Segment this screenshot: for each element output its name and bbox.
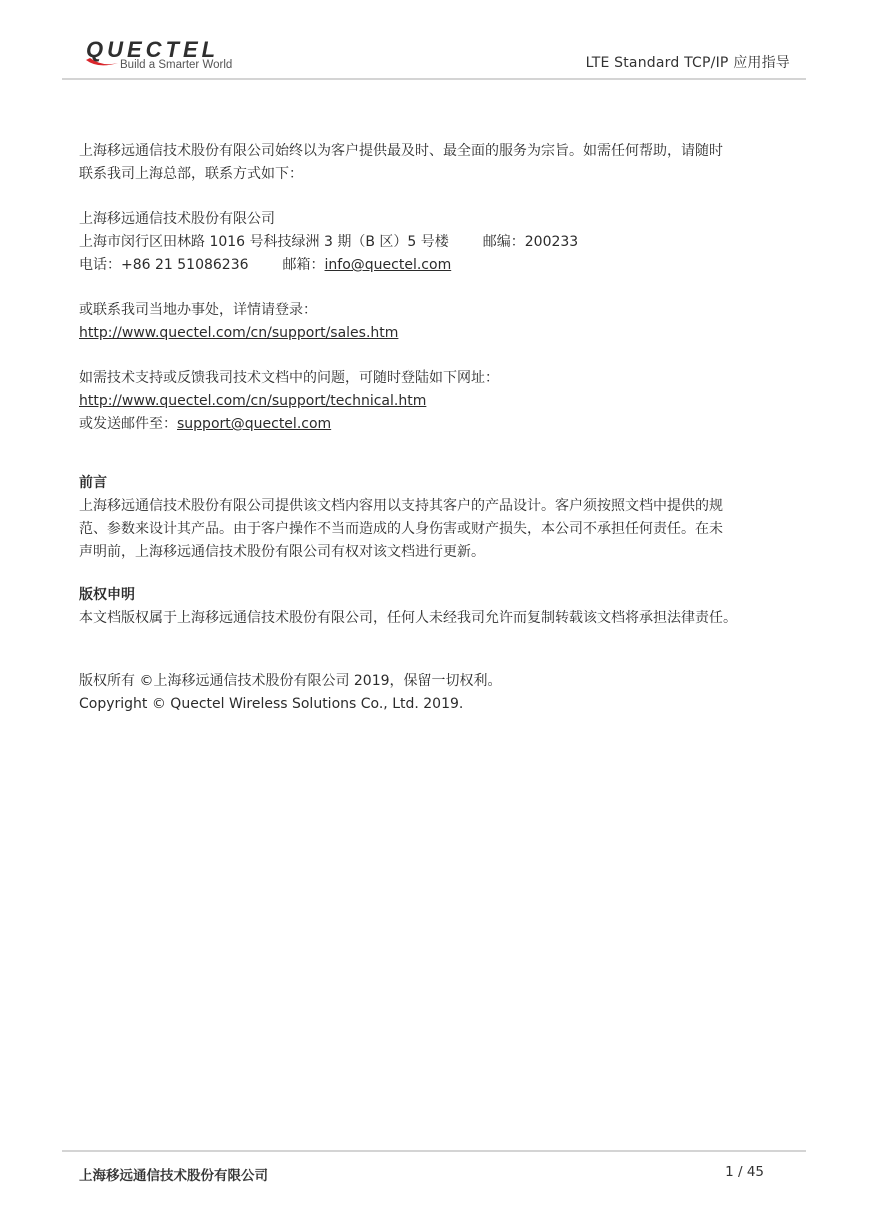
footer-divider [62,1150,806,1152]
copyright-notice-text: 本文档版权属于上海移远通信技术股份有限公司，任何人未经我司允许而复制转载该文档将承担法律责任。 [79,610,737,626]
copyright-notice-heading: 版权申明 [79,587,135,603]
page-number: 1 / 45 [725,1164,764,1180]
contact-phone: 电话：+86 21 51086236 [79,257,249,273]
preface-heading: 前言 [79,475,107,491]
contact-address: 上海市闵行区田林路 1016 号科技绿洲 3 期（B 区）5 号楼 [79,234,449,250]
footer-company: 上海移远通信技术股份有限公司 [79,1168,268,1184]
support-email-line [79,413,795,436]
preface-section [79,472,795,564]
quectel-logo [84,36,284,74]
contact-postcode: 邮编：200233 [482,234,579,250]
copyright-en: Copyright © Quectel Wireless Solutions Co., Ltd. 2019. [79,696,464,712]
intro-line: 上海移远通信技术股份有限公司始终以为客户提供最及时、最全面的服务为宗旨。如需任何帮助，请随时 [79,143,723,159]
logo-wordmark: QUECTEL [86,37,220,62]
contact-email-link[interactable]: info@quectel.com [324,257,452,273]
header-divider [62,78,806,80]
support-text: 如需技术支持或反馈我司技术文档中的问题，可随时登陆如下网址： [79,370,499,386]
offices-block [79,299,795,345]
intro-line: 联系我司上海总部，联系方式如下： [79,166,303,182]
preface-line: 声明前，上海移远通信技术股份有限公司有权对该文档进行更新。 [79,544,485,560]
technical-support-link[interactable]: http://www.quectel.com/cn/support/technical.htm [79,393,427,409]
page-content [79,140,795,716]
logo-tagline: Build a Smarter World [120,59,233,71]
document-title: LTE Standard TCP/IP 应用指导 [585,55,790,71]
support-email-link[interactable]: support@quectel.com [177,416,332,432]
preface-line: 范、参数来设计其产品。由于客户操作不当而造成的人身伤害或财产损失，本公司不承担任何责任。在未 [79,521,723,537]
page-header [62,36,806,80]
support-email-label: 或发送邮件至： [79,416,177,432]
contact-email-label: 邮箱： [282,257,325,273]
offices-text: 或联系我司当地办事处，详情请登录： [79,302,317,318]
contact-company: 上海移远通信技术股份有限公司 [79,211,275,227]
copyright-notice-section [79,584,795,630]
contact-address-line [79,231,795,254]
sales-link[interactable]: http://www.quectel.com/cn/support/sales.htm [79,325,399,341]
support-block [79,367,795,436]
contact-block [79,208,795,277]
copyright-section [79,670,795,716]
contact-phone-line [79,254,795,277]
intro-paragraph [79,140,795,186]
copyright-cn: 版权所有 ©上海移远通信技术股份有限公司 2019，保留一切权利。 [79,673,502,689]
page-footer [62,1150,806,1190]
preface-line: 上海移远通信技术股份有限公司提供该文档内容用以支持其客户的产品设计。客户须按照文档中提供的规 [79,498,723,514]
